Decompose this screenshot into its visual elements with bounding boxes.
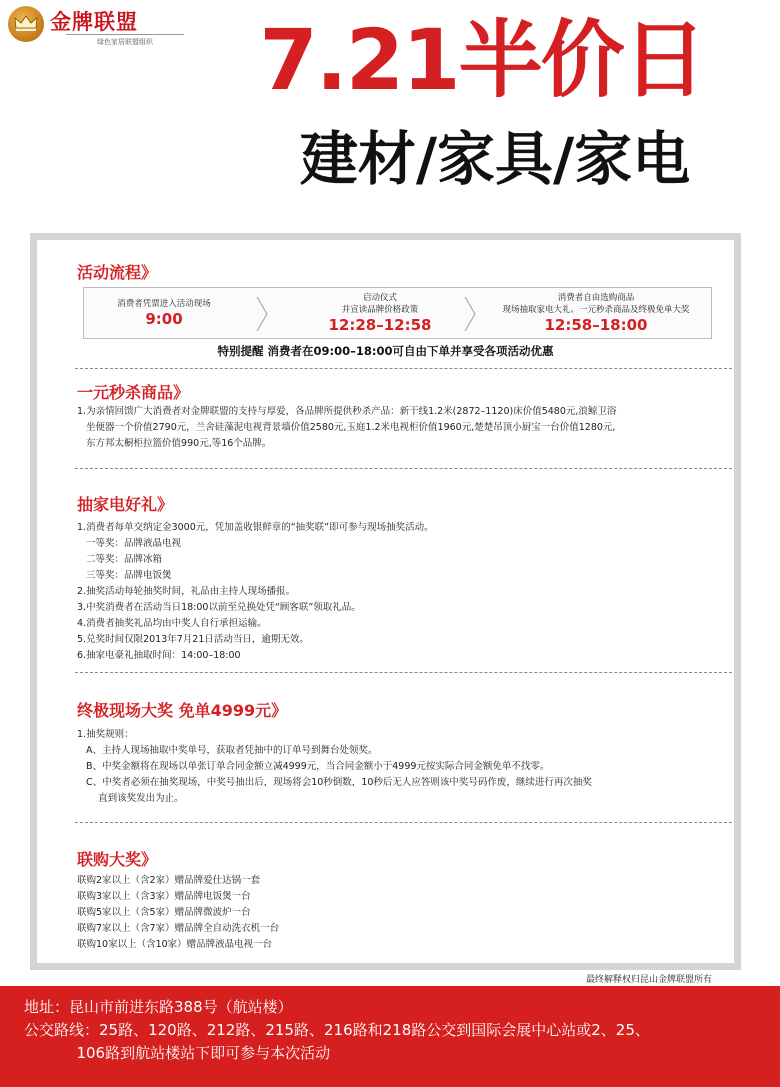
lottery-paragraph: [77, 520, 434, 664]
section-title-lottery: 抽家电好礼》: [77, 495, 174, 514]
flash-line: 东方邦太橱柜拉篮价值990元,等16个品牌。: [77, 438, 272, 449]
flash-line: 坐便器一个价值2790元，兰舍硅藻泥电视背景墙价值2580元,玉庭1.2米电视柜价值1960元,楚楚吊顶小厨宝一台价值1280元,: [77, 422, 616, 433]
flow-step-time: 12:28–12:58: [328, 316, 432, 334]
grand-line: B、中奖金额将在现场以单张订单合同金额立减4999元，当合同金额小于4999元按实际合同金额免单不找零。: [77, 761, 550, 772]
group-paragraph: [77, 873, 279, 953]
flow-step-2: [270, 288, 490, 340]
flow-step-caption-2: 现场抽取家电大礼、一元秒杀商品及终极免单大奖: [502, 305, 690, 315]
lottery-line: 1.消费者每单交纳定金3000元，凭加盖收银鲜章的“抽奖联”即可参与现场抽奖活动。: [77, 522, 434, 533]
flow-notice: 特别提醒 消费者在09:00–18:00可自由下单并享受各项活动优惠: [217, 344, 554, 358]
footer-bus-line-cont: 106路到航站楼站下即可参与本次活动: [24, 1044, 331, 1062]
headline-title: 7.21半价日: [259, 11, 705, 109]
flash-paragraph: [77, 404, 616, 452]
divider: [75, 368, 732, 369]
flow-step-caption: 消费者自由选购商品: [557, 293, 635, 303]
grand-line: 1.抽奖规则：: [77, 729, 134, 740]
flow-step-1: [84, 288, 244, 340]
footer-bus-line: 公交路线：25路、120路、212路、215路、216路和218路公交到国际会展中心站或2、25、: [24, 1021, 650, 1039]
divider: [75, 822, 732, 823]
flow-step-3: [480, 288, 712, 340]
grand-line: 直到该奖发出为止。: [77, 793, 184, 804]
group-line: 联购5家以上（含5家）赠品牌微波炉一台: [77, 907, 251, 918]
flow-step-caption: 启动仪式: [362, 293, 397, 303]
brand-logo: [8, 6, 183, 46]
group-line: 联购3家以上（含3家）赠品牌电饭煲一台: [77, 891, 251, 902]
lottery-line: 二等奖：品牌冰箱: [77, 554, 163, 565]
brand-tagline: 绿色家居联盟组织: [66, 34, 184, 47]
grand-line: A、主持人现场抽取中奖单号，获取者凭抽中的订单号到舞台处领奖。: [77, 745, 378, 756]
flow-timeline: [83, 287, 712, 339]
lottery-line: 2.抽奖活动每轮抽奖时间，礼品由主持人现场播报。: [77, 586, 296, 597]
lottery-line: 一等奖：品牌液晶电视: [77, 538, 182, 549]
flow-step-caption: 消费者凭票进入活动现场: [117, 299, 211, 309]
section-title-flash: 一元秒杀商品》: [77, 383, 190, 402]
footer-address: 地址：昆山市前进东路388号（航站楼）: [24, 998, 293, 1016]
section-title-flow: 活动流程》: [77, 263, 158, 282]
flow-step-time: 12:58–18:00: [544, 316, 648, 334]
chevron-right-icon: [464, 296, 476, 332]
divider: [75, 672, 732, 673]
lottery-line: 6.抽家电豪礼抽取时间：14:00–18:00: [77, 650, 241, 661]
divider: [75, 468, 732, 469]
crown-icon: [8, 6, 44, 42]
section-title-group: 联购大奖》: [77, 850, 158, 869]
lottery-line: 3.中奖消费者在活动当日18:00以前至兑换处凭“顾客联”领取礼品。: [77, 602, 361, 613]
group-line: 联购2家以上（含2家）赠品牌爱仕达锅一套: [77, 875, 261, 886]
grand-paragraph: [77, 727, 592, 807]
chevron-right-icon: [256, 296, 268, 332]
lottery-line: 4.消费者抽奖礼品均由中奖人自行承担运输。: [77, 618, 267, 629]
final-note: 最终解释权归昆山金牌联盟所有: [586, 975, 713, 985]
flash-line: 1.为亲情回馈广大消费者对金牌联盟的支持与厚爱，各品牌所提供秒杀产品：新干线1.2米(2872–1120)床价值5480元,浪鲸卫浴: [77, 406, 617, 417]
flow-step-caption-2: 并宣读品牌价格政策: [341, 305, 419, 315]
lottery-line: 三等奖：品牌电饭煲: [77, 570, 172, 581]
group-line: 联购10家以上（含10家）赠品牌液晶电视一台: [77, 939, 273, 950]
grand-line: C、中奖者必须在抽奖现场，中奖号抽出后，现场将会10秒倒数，10秒后无人应答则该中奖号码作废，继续进行再次抽奖: [77, 777, 592, 788]
footer-banner: [0, 986, 780, 1087]
flow-step-time: 9:00: [145, 310, 183, 328]
lottery-line: 5.兑奖时间仅限2013年7月21日活动当日，逾期无效。: [77, 634, 309, 645]
content-frame: [30, 233, 741, 970]
section-title-grand: 终极现场大奖 免单4999元》: [77, 701, 288, 720]
headline-subtitle: 建材/家具/家电: [299, 125, 691, 193]
group-line: 联购7家以上（含7家）赠品牌全自动洗衣机一台: [77, 923, 280, 934]
brand-name: 金牌联盟: [50, 10, 138, 34]
